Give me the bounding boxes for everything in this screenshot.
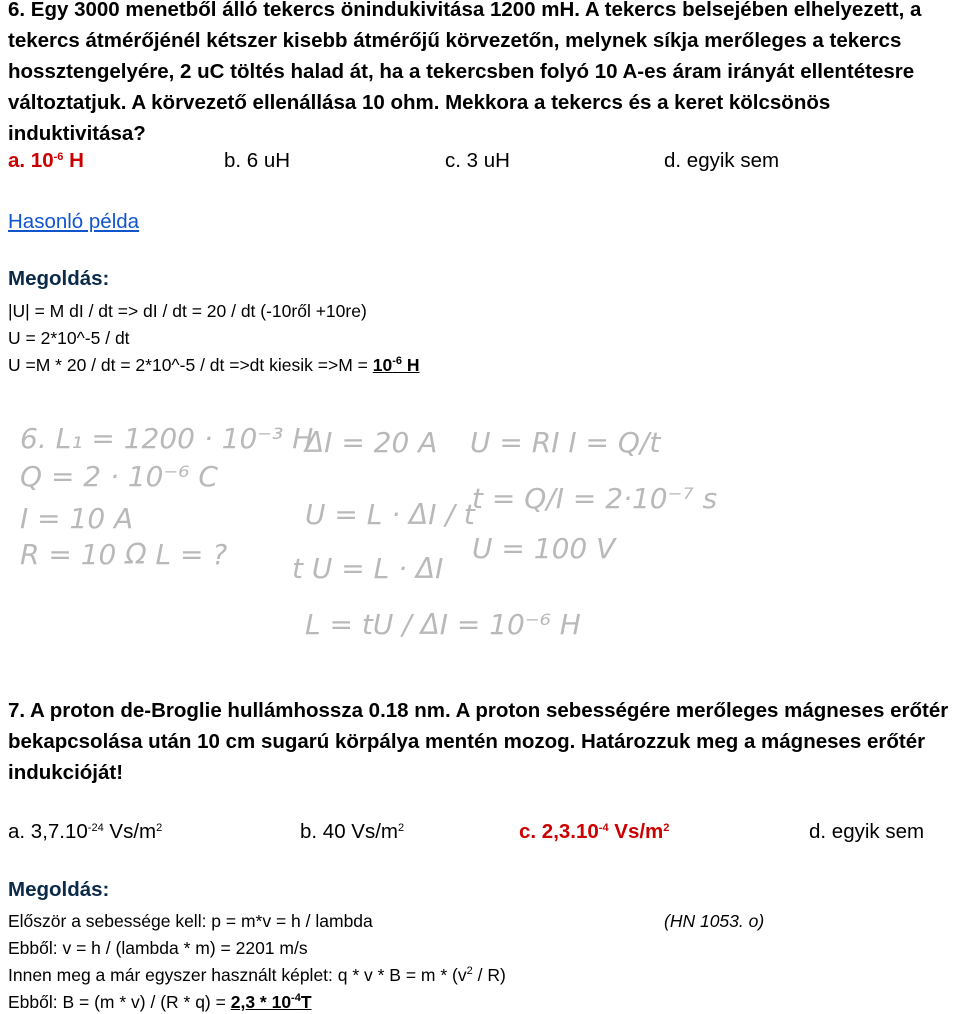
q7-option-c xyxy=(519,820,669,844)
q6-result xyxy=(373,355,420,375)
handwritten-solution-image xyxy=(20,412,718,657)
q6-solution-line-2: U = 2*10^-5 / dt xyxy=(8,328,130,348)
q7-option-b-unit-exp: 2 xyxy=(398,822,405,834)
q7-option-a-exp: -24 xyxy=(87,822,104,834)
q7-solution-line-3-text: Innen meg a már egyszer használt képlet: q * v * B = m * (v xyxy=(8,965,467,985)
q7-option-c-exp: -4 xyxy=(598,822,609,834)
handwritten-column-3 xyxy=(470,426,717,565)
q7-option-c-unit-exp: 2 xyxy=(663,822,670,834)
hw-c1-line-1: 6. L₁ = 1200 · 10⁻³ H xyxy=(20,422,314,455)
q6-result-unit: H xyxy=(401,355,420,375)
q7-solution-heading: Megoldás: xyxy=(8,878,110,901)
q6-option-a-exp: -6 xyxy=(53,151,64,163)
hw-c3-line-2: t = Q/I = 2·10⁻⁷ s xyxy=(472,482,718,515)
q6-option-d: d. egyik sem xyxy=(664,149,780,172)
question-6-text: 6. Egy 3000 menetből álló tekercs önindukivitása 1200 mH. A tekercs belsejében elhelyezett, a tekercs átmérőjénél kétszer kisebb átmérőjű körvezetőn, melynek síkja merőleges a tekercs hossztengelyére, 2 uC töltés halad át, ha a tekercsben folyó 10 A-es áram irányát ellentétesre változtatjuk. A körvezető ellenállása 10 ohm. Mekkora a tekercs és a keret kölcsönös induktivitása? xyxy=(8,0,922,145)
similar-example-link[interactable]: Hasonló példa xyxy=(8,210,140,233)
hw-c2-line-2: U = L · ΔI / t xyxy=(305,498,475,531)
q7-option-b-text: b. 40 Vs/m xyxy=(300,820,398,843)
q7-option-b xyxy=(300,820,404,844)
q7-solution-line-3-exp: 2 xyxy=(466,965,473,977)
q6-option-a-unit: H xyxy=(63,149,84,172)
q6-solution-heading: Megoldás: xyxy=(8,267,110,290)
q7-solution-line-3-tail: / R) xyxy=(472,965,506,985)
q7-option-a xyxy=(8,820,162,844)
hw-c3-line-3: U = 100 V xyxy=(472,532,616,565)
q6-option-b: b. 6 uH xyxy=(224,149,291,172)
q7-reference: (HN 1053. o) xyxy=(664,911,765,931)
q7-result-exp: -4 xyxy=(291,992,301,1004)
q7-option-a-unit-exp: 2 xyxy=(156,822,163,834)
hw-c1-line-2: Q = 2 · 10⁻⁶ C xyxy=(20,460,218,493)
q7-solution-line-1: Először a sebessége kell: p = m*v = h / lambda xyxy=(8,911,373,931)
q7-solution-line-2: Ebből: v = h / (lambda * m) = 2201 m/s xyxy=(8,938,308,958)
question-7-text: 7. A proton de-Broglie hullámhossza 0.18 nm. A proton sebességére merőleges mágneses erőtér bekapcsolása után 10 cm sugarú körpálya mentén mozog. Határozzuk meg a mágneses erőtér indukcióját! xyxy=(8,699,949,784)
q7-option-c-unit: Vs/m xyxy=(608,820,664,843)
q6-option-a xyxy=(8,149,84,173)
q7-result xyxy=(231,992,312,1012)
hw-c2-line-4: L = tU / ΔI = 10⁻⁶ H xyxy=(305,608,581,641)
q6-option-a-text: a. 10 xyxy=(8,149,54,172)
q6-option-c: c. 3 uH xyxy=(445,149,510,172)
q7-solution-line-4-text: Ebből: B = (m * v) / (R * q) = xyxy=(8,992,231,1012)
hw-c2-line-1: ΔI = 20 A xyxy=(305,426,438,459)
q7-option-a-text: a. 3,7.10 xyxy=(8,820,88,843)
q7-result-unit: T xyxy=(300,992,312,1012)
q6-solution-line-3-text: U =M * 20 / dt = 2*10^-5 / dt =>dt kiesik =>M = xyxy=(8,355,373,375)
hw-c1-line-3: I = 10 A xyxy=(20,502,134,535)
q7-solution-line-4 xyxy=(8,992,312,1013)
q6-result-exp: -6 xyxy=(392,355,402,367)
q6-solution-line-1: |U| = M dI / dt => dI / dt = 20 / dt (-10ről +10re) xyxy=(8,301,367,321)
hw-c3-line-1: U = RI I = Q/t xyxy=(470,426,661,459)
q6-result-value: 10 xyxy=(372,355,393,375)
hw-c2-line-3: t U = L · ΔI xyxy=(292,552,444,585)
q7-solution-line-3 xyxy=(8,965,506,986)
handwritten-column-1 xyxy=(20,422,313,571)
q7-option-c-text: c. 2,3.10 xyxy=(519,820,599,843)
q7-option-a-unit: Vs/m xyxy=(103,820,157,843)
q7-option-d: d. egyik sem xyxy=(809,820,925,843)
hw-c1-line-4: R = 10 Ω L = ? xyxy=(20,538,228,571)
q6-solution-line-3 xyxy=(8,355,419,376)
q7-result-value: 2,3 * 10 xyxy=(230,992,292,1012)
